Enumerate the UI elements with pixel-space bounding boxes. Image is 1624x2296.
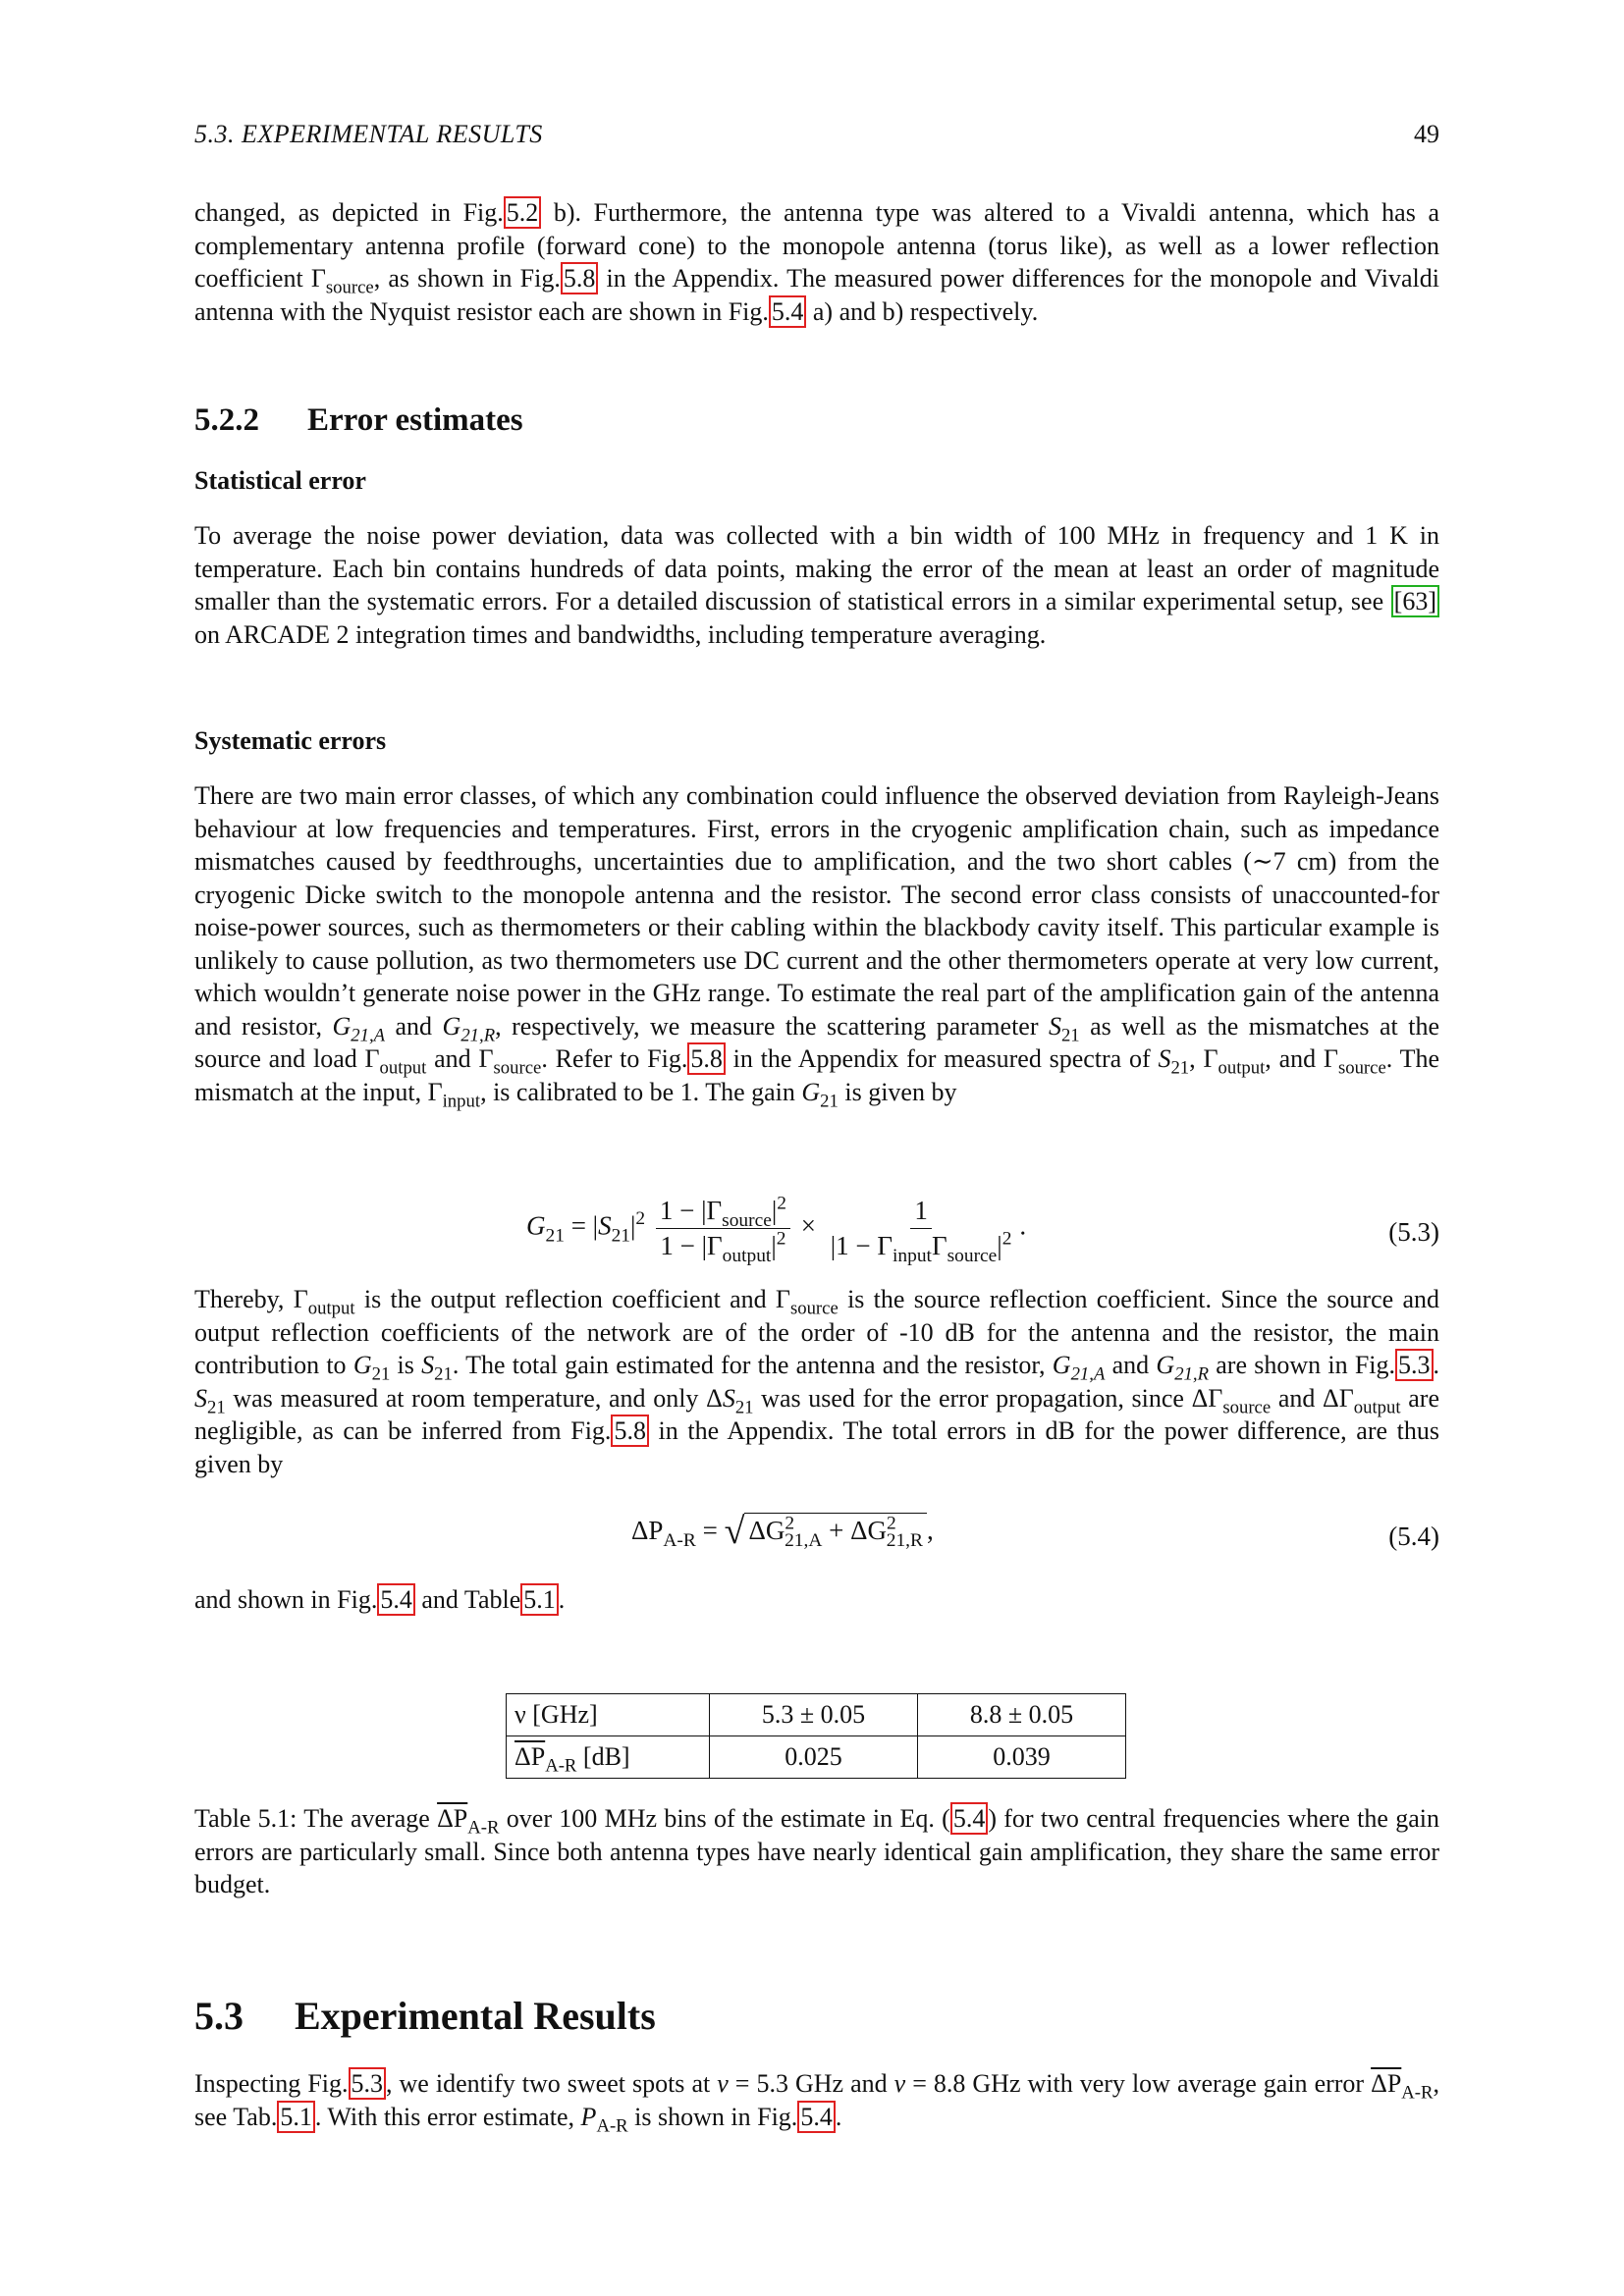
- paragraph-heading-systematic: Systematic errors: [194, 726, 387, 755]
- fraction-input: $\frac{1}{|1 - \Gamma_{input}\Gamma_{source}|^2}$: [830, 1196, 1012, 1266]
- running-head-section: 5.3. EXPERIMENTAL RESULTS: [194, 120, 543, 148]
- fraction-mismatch: $\frac{1 - |\Gamma_{source}|^2}{1 - |\Gamma_{output}|^2}$: [656, 1196, 790, 1261]
- paragraph-heading-statistical: Statistical error: [194, 466, 366, 495]
- figure-link[interactable]: 5.4: [797, 2101, 836, 2133]
- section-number: 5.3: [194, 1994, 244, 2038]
- figure-link[interactable]: 5.8: [611, 1415, 649, 1447]
- running-head: [194, 120, 1439, 149]
- subsection-heading: [194, 402, 1439, 439]
- equation-link[interactable]: 5.4: [950, 1802, 989, 1835]
- table-link[interactable]: 5.1: [520, 1583, 559, 1616]
- figure-link[interactable]: 5.4: [377, 1583, 415, 1616]
- subsection-title: Error estimates: [307, 402, 523, 438]
- paragraph-statistical-error: To average the noise power deviation, data was collected with a bin width of 100 MHz in frequency and 1 K in temperature. Each bin contains hundreds of data points, making the error of the mean at least an order of magnitude smaller than the systematic errors. For a detailed discussion of statistical errors in a similar experimental setup, see [63] on ARCADE 2 integration times and bandwidths, including temperature averaging.: [194, 521, 1439, 649]
- figure-link[interactable]: 5.8: [561, 262, 599, 294]
- section-title: Experimental Results: [295, 1994, 656, 2038]
- figure-link[interactable]: 5.2: [504, 196, 542, 229]
- table-row: [507, 1736, 1126, 1779]
- table-caption: Table 5.1: The average $\overline{\Delta P}_{A-R}$ over 100 MHz bins of the estimate in Eq. ( 5.4 ) for two central frequencies where the gain errors are particularly small. Since both antenna types have nearly identical gain amplification, they share the same error budget.: [194, 1804, 1439, 1898]
- figure-link[interactable]: 5.4: [769, 295, 807, 328]
- paragraph-intro: changed, as depicted in Fig. 5.2 b). Furthermore, the antenna type was altered to a Vivaldi antenna, which has a complementary antenna profile (forward cone) to the monopole antenna (torus like), as well as a lower reflection coefficient $\Gamma_{source}$, as shown in Fig. 5.8 in the Appendix. The measured power differences for the monopole and Vivaldi antenna with the Nyquist resistor each are shown in Fig. 5.4 a) and b) respectively.: [194, 198, 1439, 326]
- table-cell: 0.025: [710, 1736, 918, 1779]
- figure-link[interactable]: 5.3: [1395, 1349, 1434, 1381]
- figure-link[interactable]: 5.3: [349, 2067, 387, 2100]
- table-header-cell: $\overline{\Delta P}_{A-R}$ [dB]: [507, 1736, 710, 1779]
- table-cell: 8.8 ± 0.05: [918, 1694, 1126, 1736]
- table-cell: 5.3 ± 0.05: [710, 1694, 918, 1736]
- equation-number: (5.4): [1388, 1522, 1439, 1551]
- section-heading: [194, 1993, 1439, 2039]
- table-header-cell: ν [GHz]: [507, 1694, 710, 1736]
- paragraph-gain-estimate: Thereby, $\Gamma_{output}$ is the output reflection coefficient and $\Gamma_{source}$ is the source reflection coefficient. Since the source and output reflection coefficients of the network are of the order of -10 dB for the antenna and the resistor, the main contribution to $G_{21}$ is $S_{21}$. The total gain estimated for the antenna and the resistor, $G_{21,A}$ and $G_{21,R}$ are shown in Fig. 5.3 . $S_{21}$ was measured at room temperature, and only $\Delta S_{21}$ was used for the error propagation, since $\Delta\Gamma_{source}$ and $\Delta\Gamma_{output}$ are negligible, as can be inferred from Fig. 5.8 in the Appendix. The total errors in dB for the power difference, are thus given by: [194, 1285, 1440, 1478]
- paragraph-experimental-results: Inspecting Fig. 5.3 , we identify two sweet spots at ν = 5.3 GHz and ν = 8.8 GHz with very low average gain error $\overline{\Delta P}_{A-R}$, see Tab. 5.1 . With this error estimate, $P_{A-R}$ is shown in Fig. 5.4 .: [194, 2069, 1440, 2137]
- table-row: [507, 1694, 1126, 1736]
- equation-number: (5.3): [1388, 1217, 1439, 1247]
- paragraph-systematic-errors: There are two main error classes, of which any combination could influence the observed deviation from Rayleigh-Jeans behaviour at low frequencies and temperatures. First, errors in the cryogenic amplification chain, such as impedance mismatches caused by feedthroughs, uncertainties due to amplification, and the two short cables (∼7 cm) from the cryogenic Dicke switch to the monopole antenna and the resistor. The second error class consists of unaccounted-for noise-power sources, such as thermometers or their cabling within the blackbody cavity itself. This particular example is unlikely to cause pollution, as two thermometers use DC current and the other thermometers operate at very low current, which wouldn’t generate noise power in the GHz range. To estimate the real part of the amplification gain of the antenna and resistor, $G_{21,A}$ and $G_{21,R}$, respectively, we measure the scattering parameter $S_{21}$ as well as the mismatches at the source and load $\Gamma_{output}$ and $\Gamma_{source}$. Refer to Fig. 5.8 in the Appendix for measured spectra of $S_{21}$, $\Gamma_{output}$, and $\Gamma_{source}$. The mismatch at the input, $\Gamma_{input}$, is calibrated to be 1. The gain $G_{21}$ is given by: [194, 781, 1440, 1112]
- figure-link[interactable]: 5.8: [687, 1042, 726, 1075]
- page-number: 49: [1414, 120, 1439, 148]
- error-table: [506, 1693, 1126, 1779]
- paragraph-shown-in: and shown in Fig. 5.4 and Table 5.1 .: [194, 1585, 566, 1614]
- table-link[interactable]: 5.1: [277, 2101, 315, 2133]
- table-cell: 0.039: [918, 1736, 1126, 1779]
- citation-link[interactable]: [63]: [1391, 585, 1439, 617]
- subsection-number: 5.2.2: [194, 402, 259, 438]
